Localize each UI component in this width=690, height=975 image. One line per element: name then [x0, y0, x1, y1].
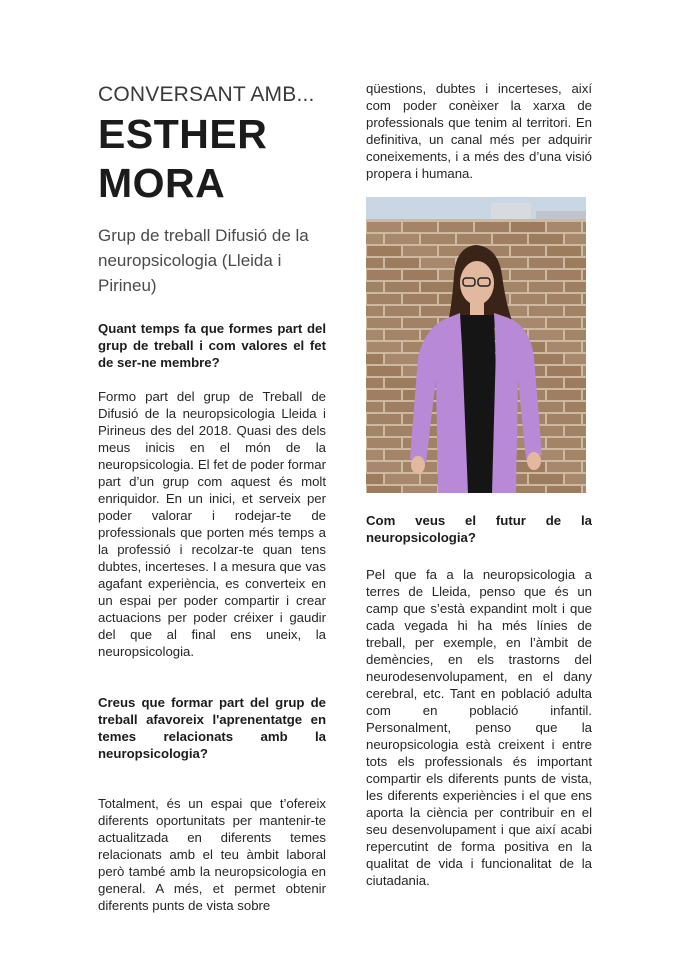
answer-3: Pel que fa a la neuropsicologia a terres de Lleida, penso que és un camp que s’està expandint molt i que cada vegada hi ha més línies de treball, per exemple, en l’àmbit de demències, en els trastorns del neurodesenvolupament, en el dany cerebral, etc. Tant en població adulta com en població infantil. Personalment, penso que la neuropsicologia està creixent i entre tots els professionals és important compartir els diferents punts de vista, les diferents experiències i el que ens aporta la ciència per contribuir en el seu desenvolupament i que així acabi repercutint de forma positiva en la qualitat de vida i funcionalitat de la ciutadania. [366, 567, 592, 888]
answer-2: Totalment, és un espai que t’ofereix diferents oportunitats per mantenir-te actualitzada en diferents temes relacionats amb el teu àmbit laboral però també amb la neuropsicologia en general. A més, et permet obtenir diferents punts de vista sobre [98, 796, 326, 913]
interviewee-photo [366, 197, 586, 493]
right-column [366, 80, 592, 889]
question-2: Creus que formar part del grup de treball afavoreix l'aprenentatge en temes relacionats amb la neuropsicologia? [98, 695, 326, 761]
left-column [98, 80, 326, 914]
answer-2-continued: qüestions, dubtes i incerteses, així com poder conèixer la xarxa de professionals que tenim al territori. En definitiva, un canal més per adquirir coneixements, i a més des d’una visió propera i humana. [366, 81, 592, 181]
working-group-subtitle: Grup de treball Difusió de la neuropsicologia (Lleida i Pirineu) [98, 226, 309, 295]
section-kicker: CONVERSANT AMB... [98, 83, 315, 106]
interviewee-name-first: ESTHER [98, 111, 268, 157]
question-1: Quant temps fa que formes part del grup de treball i com valores el fet de ser-ne membre? [98, 321, 326, 370]
answer-1: Formo part del grup de Treball de Difusió de la neuropsicologia Lleida i Pirineus des del 2018. Quasi des dels meus inicis en el món de la neuropsicologia. El fet de poder formar part d’un grup com aquest és molt enriquidor. En un inici, et serveix per poder valorar i rodejar-te de professionals que porten més temps a la professió i recolzar-te quan tens dubtes, incerteses. I a mesura que vas agafant experiència, es converteix en un espai per poder compartir i crear actuacions per poder créixer i gaudir del que al final ens uneix, la neuropsicologia. [98, 389, 326, 659]
interviewee-name-last: MORA [98, 160, 226, 206]
question-3: Com veus el futur de la neuropsicologia? [366, 513, 592, 545]
